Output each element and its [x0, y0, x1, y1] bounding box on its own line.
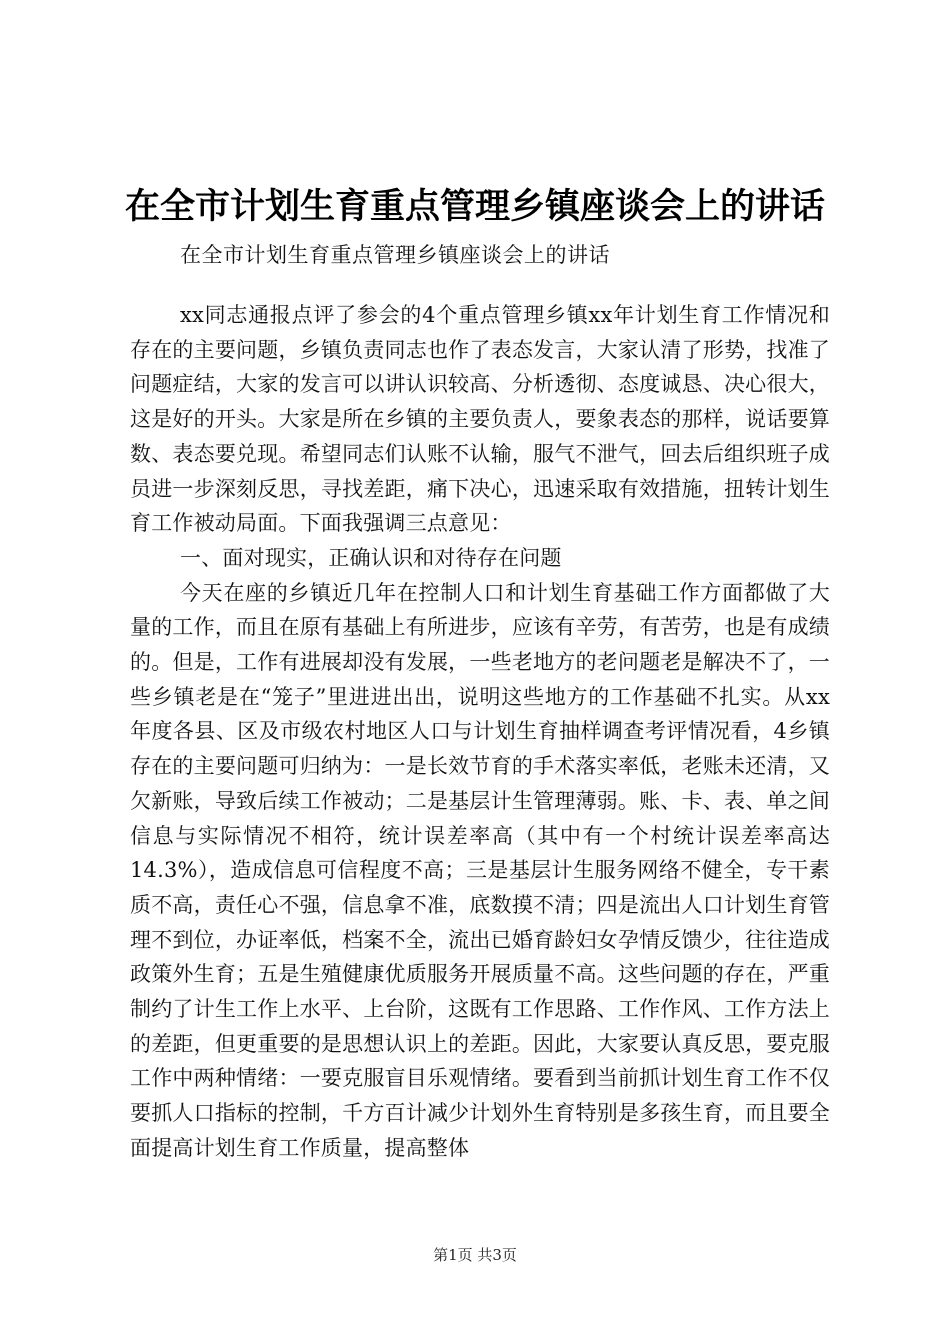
paragraph-section-one: 今天在座的乡镇近几年在控制人口和计划生育基础工作方面都做了大量的工作，而且在原有基础上有所进步，应该有辛劳，有苦劳，也是有成绩的。但是，工作有进展却没有发展，一些老地方的老问题老是解决不了，一些乡镇老是在“笼子”里进进出出，说明这些地方的工作基础不扎实。从xx年度各县、区及市级农村地区人口与计划生育抽样调查考评情况看，4乡镇存在的主要问题可归纳为：一是长效节育的手术落实率低，老账未还清，又欠新账，导致后续工作被动；二是基层计生管理薄弱。账、卡、表、单之间信息与实际情况不相符，统计误差率高（其中有一个村统计误差率高达14.3%），造成信息可信程度不高；三是基层计生服务网络不健全，专干素质不高，责任心不强，信息拿不准，底数摸不清；四是流出人口计划生育管理不到位，办证率低，档案不全，流出已婚育龄妇女孕情反馈少，往往造成政策外生育；五是生殖健康优质服务开展质量不高。这些问题的存在，严重制约了计生工作上水平、上台阶，这既有工作思路、工作作风、工作方法上的差距，但更重要的是思想认识上的差距。因此，大家要认真反思，要克服工作中两种情绪：一要克服盲目乐观情绪。要看到当前抓计划生育工作不仅要抓人口指标的控制，千方百计减少计划外生育特别是多孩生育，而且要全面提高计划生育工作质量，提高整体	[130, 580, 830, 1160]
document-subtitle: 在全市计划生育重点管理乡镇座谈会上的讲话	[180, 243, 610, 267]
section-heading: 一、面对现实，正确认识和对待存在问题	[180, 545, 562, 570]
document-body	[130, 298, 830, 1166]
page-number: 第1页 共3页	[433, 1246, 517, 1264]
document-title: 在全市计划生育重点管理乡镇座谈会上的讲话	[124, 187, 825, 227]
paragraph-intro: xx同志通报点评了参会的4个重点管理乡镇xx年计划生育工作情况和存在的主要问题，乡镇负责同志也作了表态发言，大家认清了形势，找准了问题症结，大家的发言可以讲认识较高、分析透彻、态度诚恳、决心很大，这是好的开头。大家是所在乡镇的主要负责人，要象表态的那样，说话要算数、表态要兑现。希望同志们认账不认输，服气不泄气，回去后组织班子成员进一步深刻反思，寻找差距，痛下决心，迅速采取有效措施，扭转计划生育工作被动局面。下面我强调三点意见：	[130, 303, 830, 536]
